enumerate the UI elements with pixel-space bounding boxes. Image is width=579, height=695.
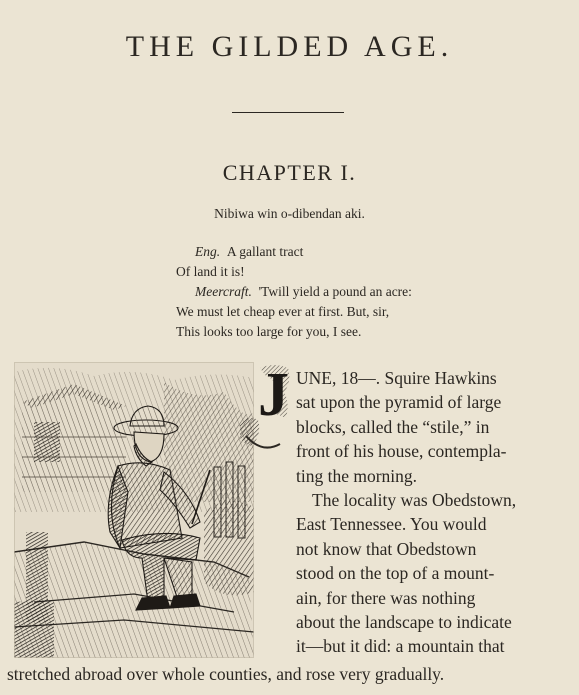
text-line: it—but it did: a mountain that <box>296 636 505 657</box>
paragraph-2-first-line <box>312 488 572 512</box>
book-title: THE GILDED AGE. <box>125 30 454 63</box>
motto: Nibiwa win o-dibendan aki. <box>214 206 365 221</box>
verse-line: This looks too large for you, I see. <box>176 324 362 339</box>
text-line: blocks, called the “stile,” in <box>296 416 490 437</box>
title-rule <box>232 112 344 113</box>
text-line: stood on the top of a mount- <box>296 563 495 584</box>
text-line: about the landscape to indicate <box>296 612 512 633</box>
text-line: front of his house, contempla- <box>296 441 507 462</box>
text-line: The locality was Obedstown, <box>312 490 517 510</box>
engraving-illustration <box>14 362 254 658</box>
text-line: UNE, 18—. Squire Hawkins <box>296 368 497 388</box>
paragraph-2 <box>296 512 572 658</box>
verse-line: Eng. A gallant tract <box>195 244 304 259</box>
verse-line: Of land it is! <box>176 264 245 279</box>
verse-line: Meercraft. 'Twill yield a pound an acre: <box>195 284 412 299</box>
paragraph-1 <box>296 366 572 488</box>
verse-epigraph <box>176 242 412 342</box>
dropcap-letter: J <box>258 361 289 429</box>
text-line: sat upon the pyramid of large <box>296 392 502 413</box>
chapter-heading: CHAPTER I. <box>222 160 357 185</box>
text-line: ting the morning. <box>296 465 418 486</box>
text-line: East Tennessee. You would <box>296 514 487 535</box>
verse-line: We must let cheap ever at first. But, sir, <box>176 304 390 319</box>
text-line: stretched abroad over whole counties, and rose very gradually. <box>7 664 445 684</box>
text-line: ain, for there was nothing <box>296 587 476 608</box>
text-line: not know that Obedstown <box>296 538 477 559</box>
paragraph-2-full-width <box>7 662 573 686</box>
